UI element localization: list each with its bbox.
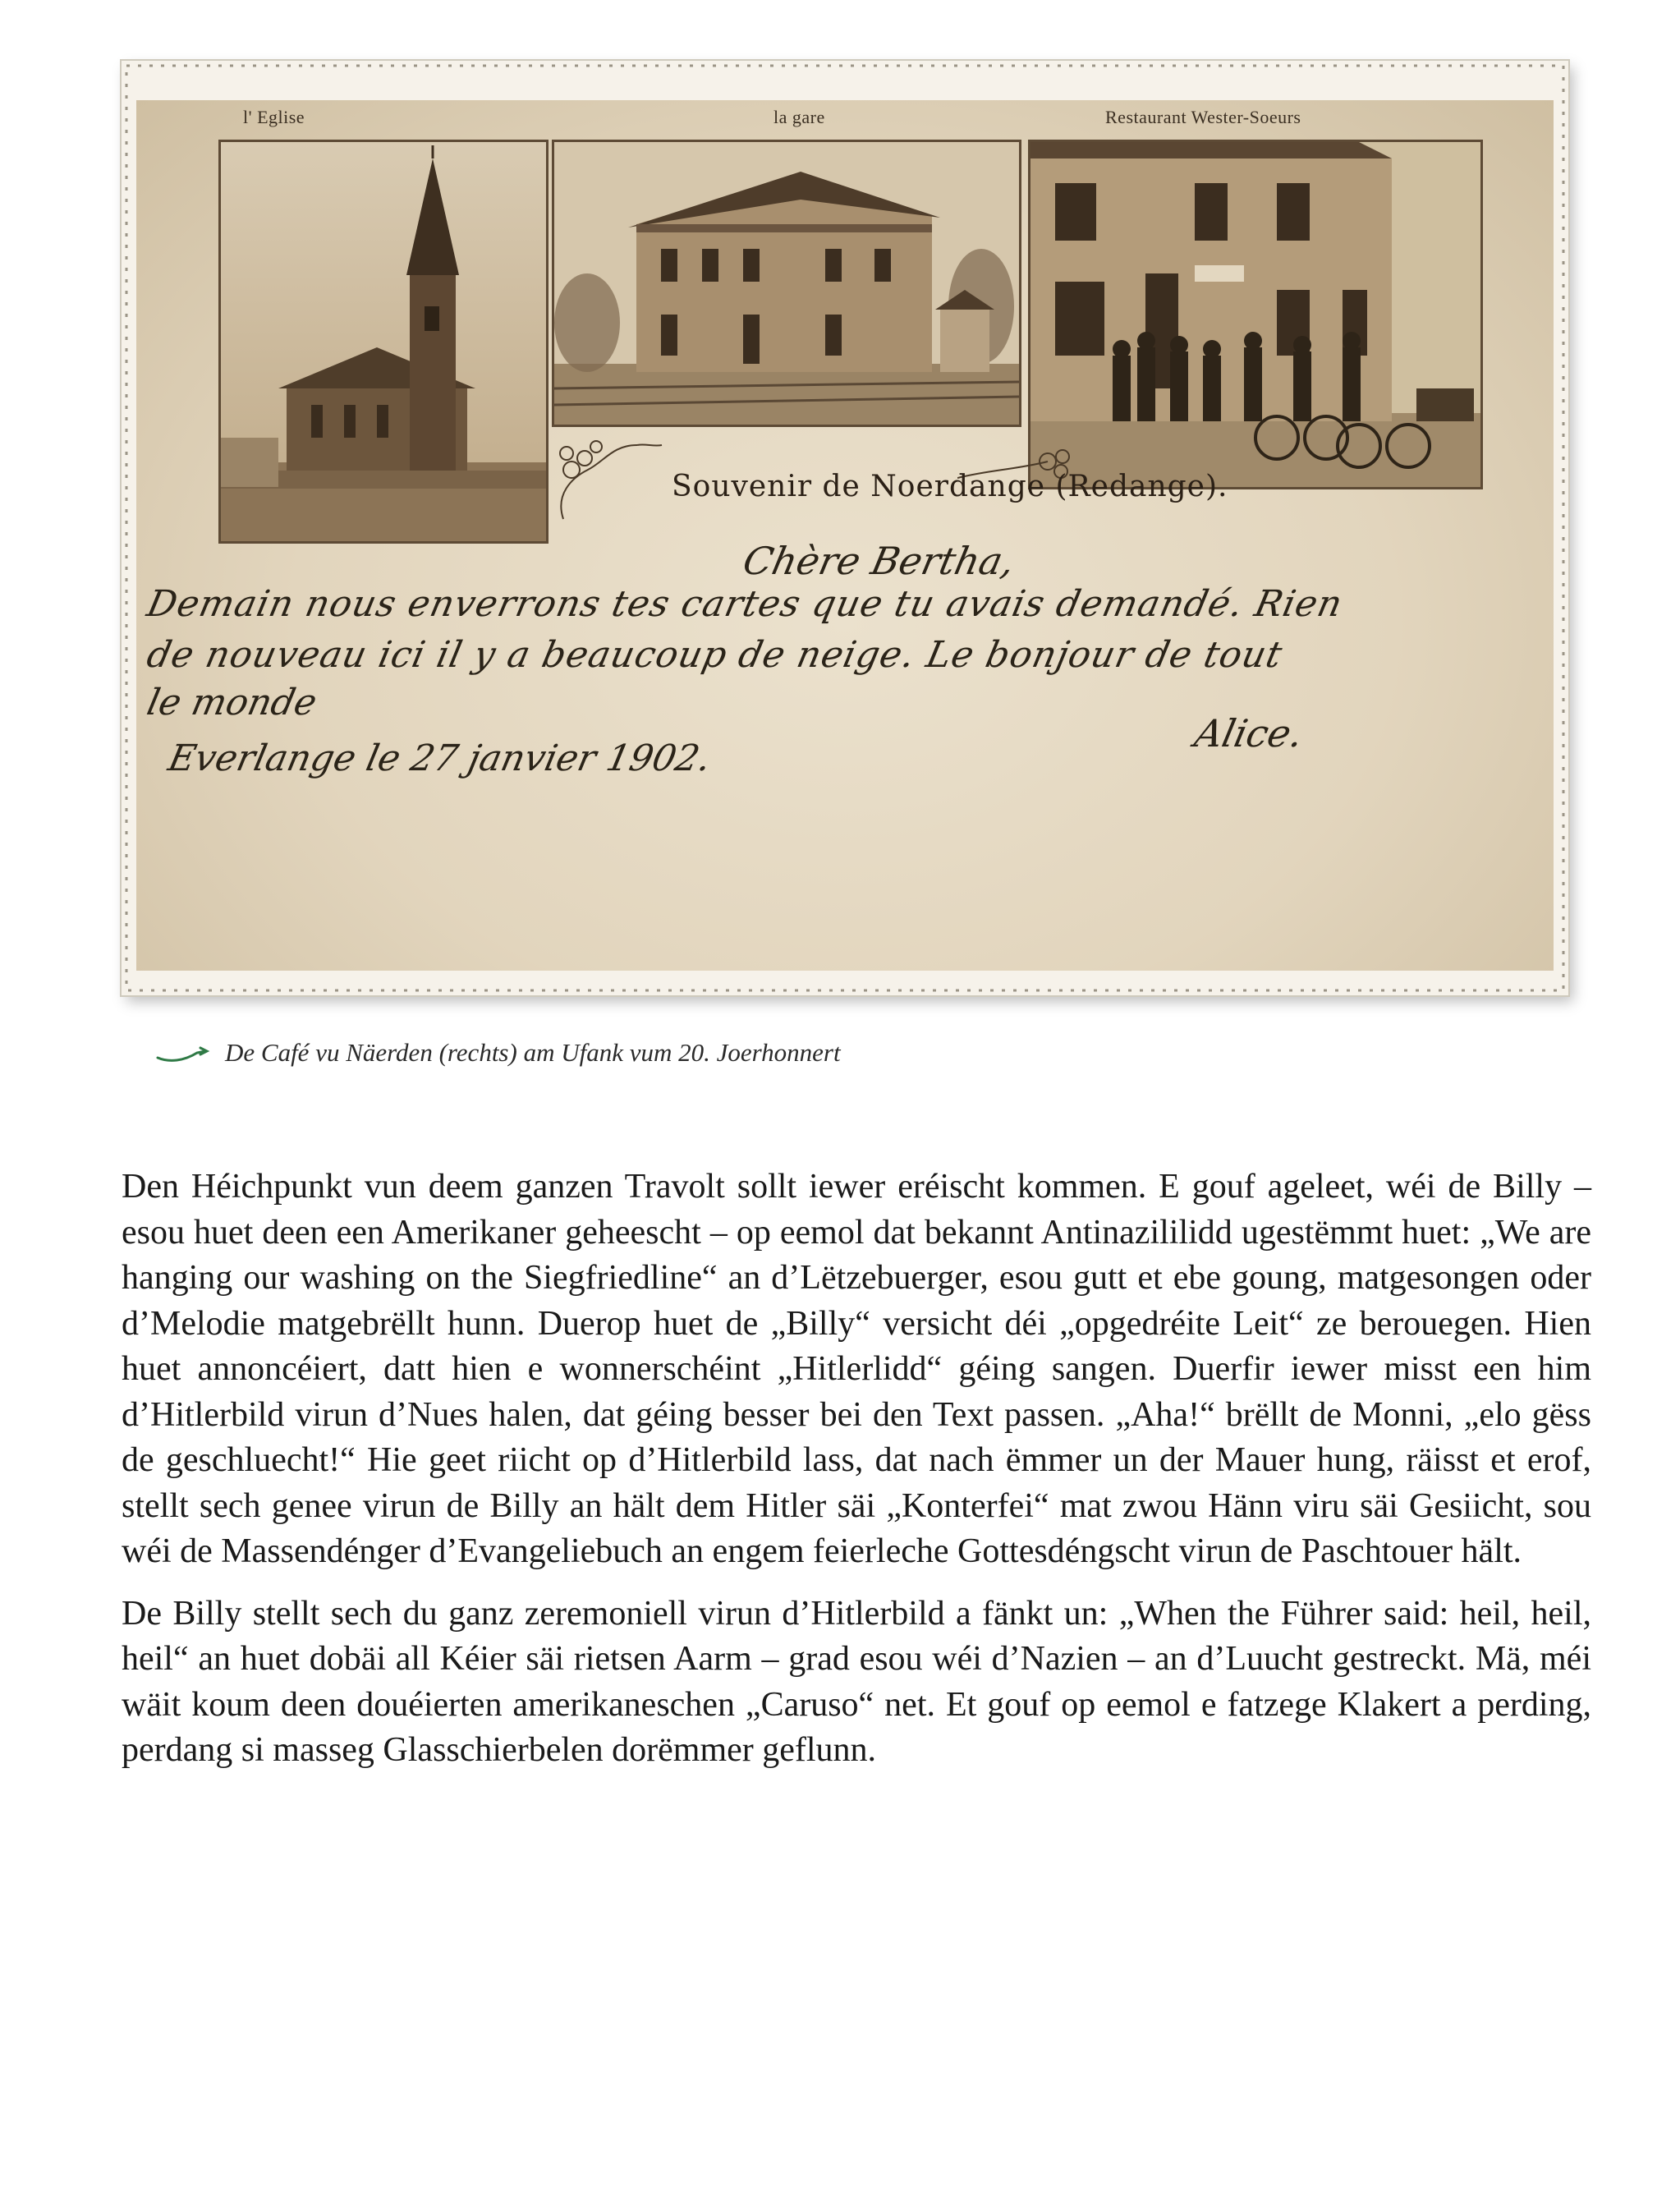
station-photo xyxy=(552,140,1021,427)
caption-swoosh-icon xyxy=(156,1043,210,1063)
handwriting-place-date: Everlange le 27 janvier 1902. xyxy=(164,737,715,779)
label-church: l' Eglise xyxy=(243,107,305,127)
paragraph-1: Den Héichpunkt vun deem ganzen Travolt sollt iewer eréischt kommen. E gouf ageleet, wéi de Billy – esou huet deen een Amerikaner geheescht – op eemol dat bekannt Antinazililidd ugestëmmt huet: „We are hanging our washing on the Siegfriedline“ an d’Lëtzebuerger, esou gutt et ebe goung, matgesongen oder d’Melodie matgebrëllt hunn. Duerop huet de „Billy“ versicht déi „opgedréite Leit“ ze berouegen. Hien huet annoncéiert, datt hien e wonnerschéint „Hitlerlidd“ géing sangen. Duerfir iewer misst een him d’Hitlerbild virun d’Nues halen, dat géing besser bei den Text passen. „Aha!“ brëllt de Monni, „elo gëss de geschluecht!“ Hie geet riicht op d’Hitlerbild lass, dat nach ëmmer un der Mauer hung, räisst et erof, stellt sech genee virun de Billy an hält dem Hitler säi „Konterfei“ mat zwou Hänn viru säi Gesiicht, sou wéi de Massendénger d’Evangeliebuch an engem feierleche Gottesdéngscht virun de Paschtouer hält. xyxy=(122,1168,1591,1570)
article-body xyxy=(122,1164,1591,1790)
handwriting-signature: Alice. xyxy=(1191,711,1308,756)
church-photo xyxy=(218,140,549,544)
handwriting-line-1: Demain nous enverrons tes cartes que tu avais demandé. Rien xyxy=(143,583,1347,625)
restaurant-photo xyxy=(1028,140,1483,489)
floral-ornament-left xyxy=(547,429,670,527)
postcard-image xyxy=(136,100,1554,971)
label-restaurant: Restaurant Wester-Soeurs xyxy=(1105,107,1301,127)
paragraph-2: De Billy stellt sech du ganz zeremoniell virun d’Hitlerbild a fänkt un: „When the Führer said: heil, heil, heil“ an huet dobäi all Kéier säi rietsen Aarm – grad esou wéi d’Nazien – an d’Luucht gestreckt. Mä, méi wäit koum deen douéierten amerikaneschen „Caruso“ net. Et gouf op eemol e fatzege Klakert a perding, perdang si masseg Glasschierbelen dorëmmer geflunn. xyxy=(122,1594,1591,1769)
caption-text: De Café vu Näerden (rechts) am Ufank vum 20. Joerhonnert xyxy=(225,1038,841,1067)
handwriting-greeting: Chère Bertha, xyxy=(739,539,1019,583)
figure-caption xyxy=(156,1036,841,1069)
postcard-title: Souvenir de Noerdange (Redange). xyxy=(672,470,1228,503)
handwriting-line-3: le monde xyxy=(143,682,321,723)
label-station: la gare xyxy=(773,107,825,127)
handwriting-line-2: de nouveau ici il y a beaucoup de neige. Le bonjour de tout xyxy=(143,634,1287,676)
